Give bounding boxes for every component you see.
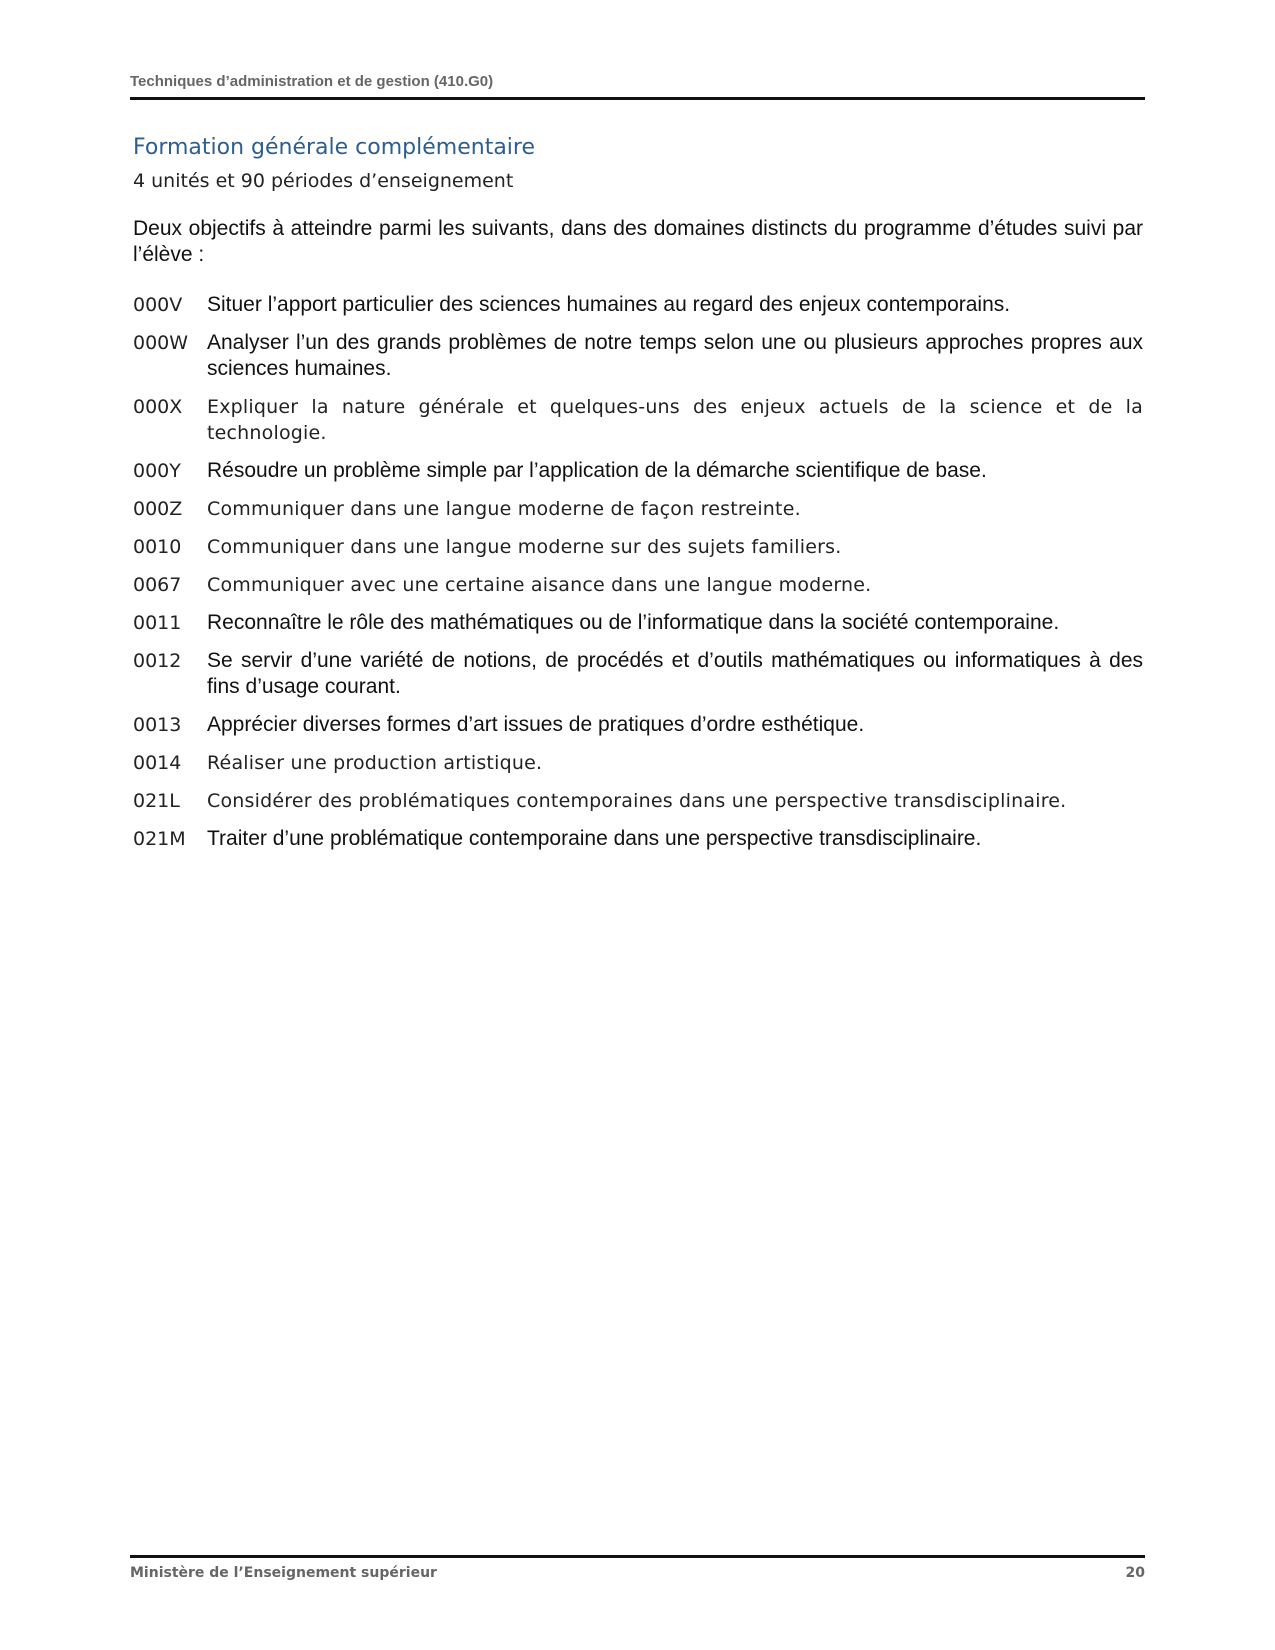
objective-text: Considérer des problématiques contemporaines dans une perspective transdisciplinaire. bbox=[207, 790, 1067, 812]
objective-text: Traiter d’une problématique contemporaine dans une perspective transdisciplinaire. bbox=[207, 827, 982, 850]
objective-code: 0012 bbox=[133, 650, 182, 672]
objective-text: Communiquer dans une langue moderne sur des sujets familiers. bbox=[207, 536, 842, 558]
objective-code: 000X bbox=[133, 396, 183, 418]
objective-text: Expliquer la nature générale et quelques-uns des enjeux actuels de la science et de la technologie. bbox=[207, 396, 1143, 444]
objective-text: Communiquer dans une langue moderne de façon restreinte. bbox=[207, 498, 801, 520]
objective-code: 0010 bbox=[133, 536, 182, 558]
objective-item bbox=[133, 648, 1143, 700]
objective-item bbox=[133, 458, 1143, 484]
objective-item bbox=[133, 572, 1143, 598]
running-title: Techniques d’administration et de gestion (410.G0) bbox=[130, 73, 494, 90]
objective-code: 021L bbox=[133, 790, 180, 812]
objective-item bbox=[133, 394, 1143, 446]
units-summary: 4 unités et 90 périodes d’enseignement bbox=[133, 170, 514, 192]
page-number: 20 bbox=[1125, 1565, 1145, 1581]
objective-code: 000Z bbox=[133, 498, 183, 520]
objective-code: 000V bbox=[133, 294, 183, 316]
page-header bbox=[130, 73, 1145, 100]
objective-item bbox=[133, 712, 1143, 738]
objective-text: Résoudre un problème simple par l’application de la démarche scientifique de base. bbox=[207, 459, 987, 482]
objective-item bbox=[133, 292, 1143, 318]
objective-code: 0014 bbox=[133, 752, 182, 774]
objective-text: Analyser l’un des grands problèmes de notre temps selon une ou plusieurs approches propres aux sciences humaines. bbox=[207, 331, 1143, 380]
objective-code: 0011 bbox=[133, 612, 182, 634]
objective-item bbox=[133, 496, 1143, 522]
objective-item bbox=[133, 534, 1143, 560]
objective-text: Se servir d’une variété de notions, de procédés et d’outils mathématiques ou informatiques à des fins d’usage courant. bbox=[207, 649, 1143, 698]
objective-code: 000W bbox=[133, 332, 189, 354]
section-title: Formation générale complémentaire bbox=[133, 135, 536, 160]
footer-publisher: Ministère de l’Enseignement supérieur bbox=[130, 1565, 437, 1581]
objectives-list bbox=[133, 292, 1143, 852]
objective-code: 000Y bbox=[133, 460, 181, 482]
objective-text: Apprécier diverses formes d’art issues de pratiques d’ordre esthétique. bbox=[207, 713, 865, 736]
intro-paragraph: Deux objectifs à atteindre parmi les suivants, dans des domaines distincts du programme d’études suivi par l’élève : bbox=[133, 217, 1143, 266]
objective-item bbox=[133, 610, 1143, 636]
page-footer bbox=[130, 1555, 1145, 1582]
objective-text: Situer l’apport particulier des sciences humaines au regard des enjeux contemporains. bbox=[207, 293, 1011, 316]
objective-code: 0013 bbox=[133, 714, 182, 736]
objective-text: Communiquer avec une certaine aisance dans une langue moderne. bbox=[207, 574, 872, 596]
objective-text: Reconnaître le rôle des mathématiques ou de l’informatique dans la société contemporaine. bbox=[207, 611, 1060, 634]
objective-item bbox=[133, 826, 1143, 852]
objective-code: 0067 bbox=[133, 574, 182, 596]
objective-item bbox=[133, 330, 1143, 382]
objective-item bbox=[133, 750, 1143, 776]
page-content bbox=[133, 132, 1143, 864]
objective-text: Réaliser une production artistique. bbox=[207, 752, 543, 774]
objective-item bbox=[133, 788, 1143, 814]
objective-code: 021M bbox=[133, 828, 186, 850]
